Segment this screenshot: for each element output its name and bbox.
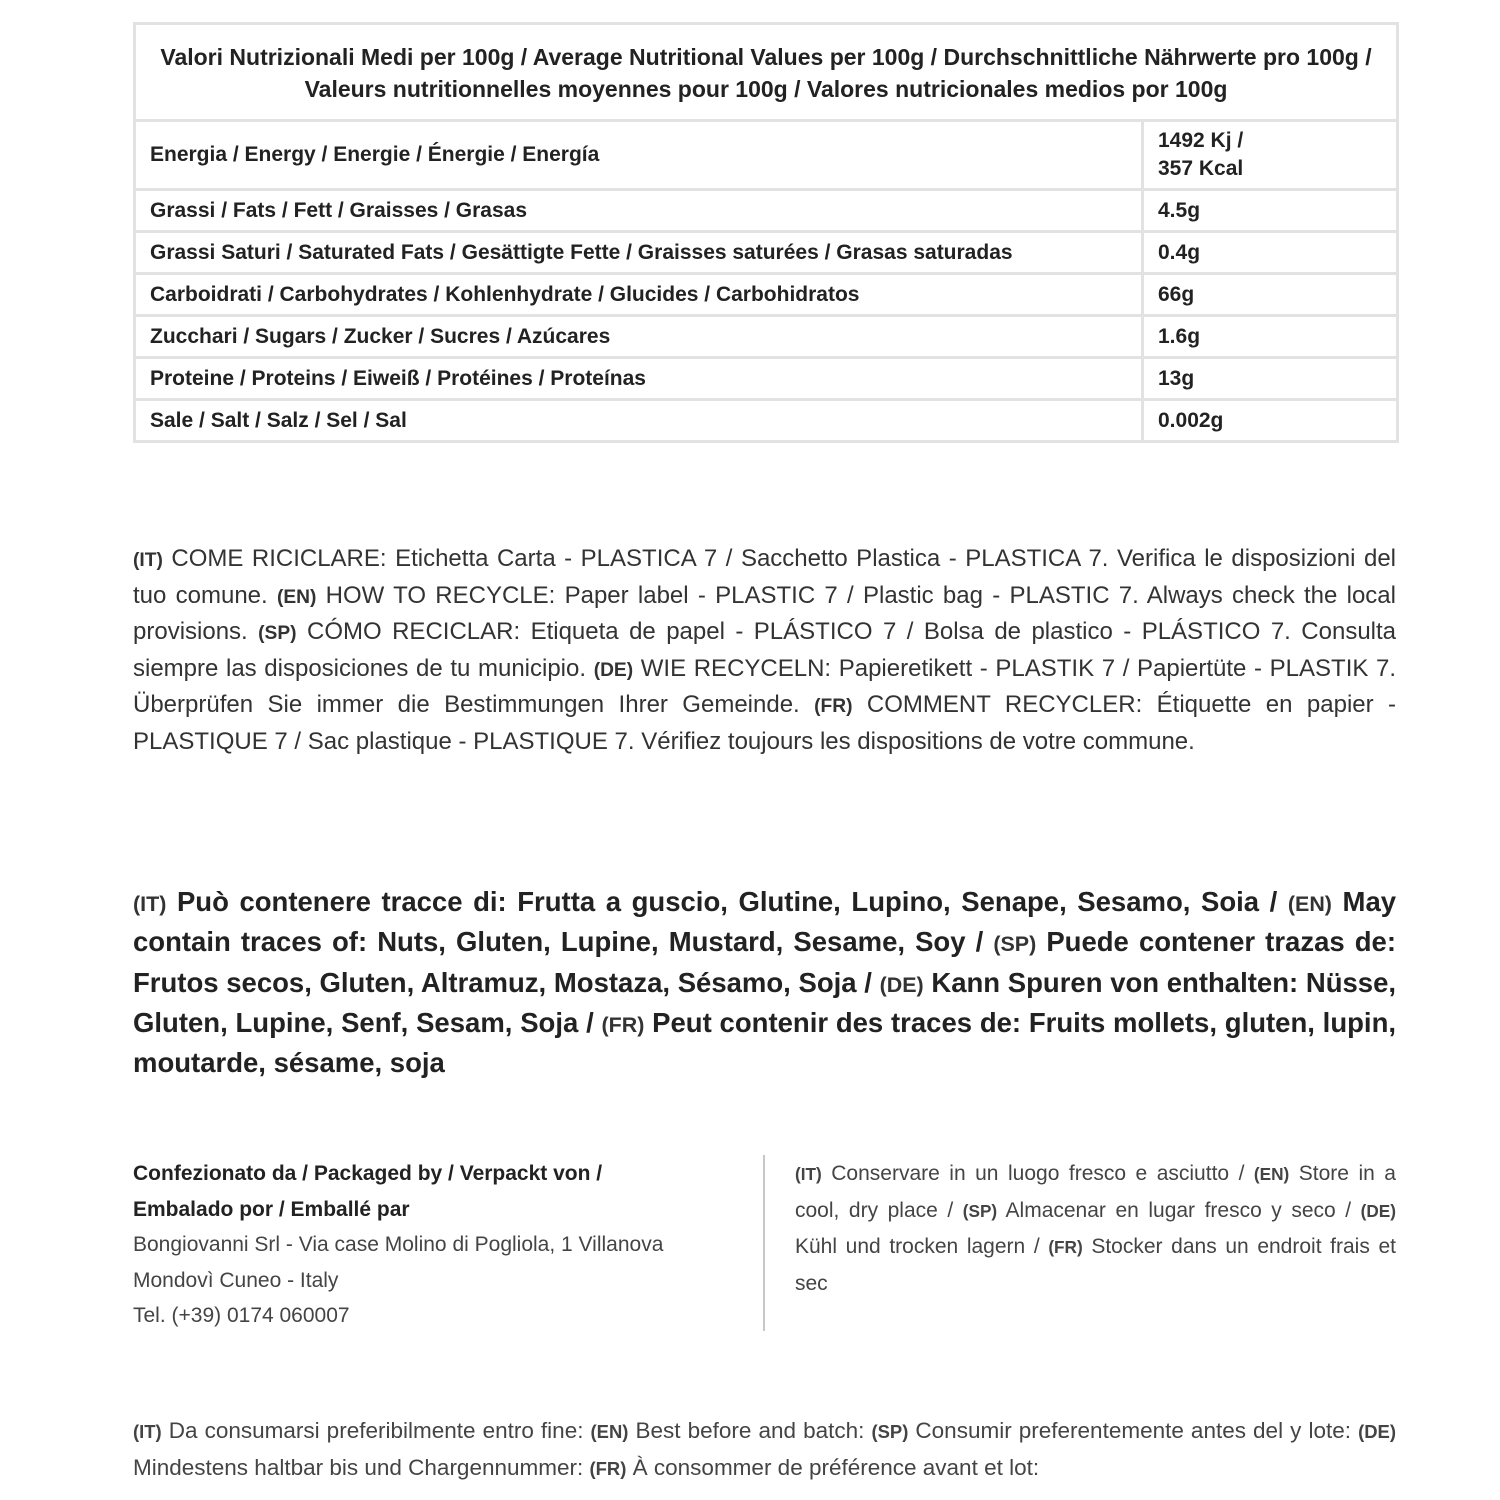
nutrition-row bbox=[135, 400, 1398, 442]
lang-tag: (DE) bbox=[1360, 1200, 1396, 1221]
storage-text: Stocker dans un endroit frais et sec bbox=[795, 1235, 1396, 1295]
lang-tag: (IT) bbox=[795, 1164, 822, 1184]
allergen-text: Può contenere tracce di: Frutta a guscio, Glutine, Lupino, Senape, Sesamo, Soia / bbox=[176, 886, 1278, 917]
recycling-instructions bbox=[133, 542, 1396, 759]
allergen-text: Kann Spuren von enthalten: Nüsse, Gluten, Lupine, Senf, Sesam, Soja / bbox=[133, 966, 1397, 1038]
packager-heading-1: Confezionato da / Packaged by / Verpackt von / bbox=[133, 1162, 603, 1185]
allergen-text: Puede contener trazas de: Frutos secos, Gluten, Altramuz, Mostaza, Sésamo, Soja / bbox=[133, 926, 1397, 998]
nutrient-label: Zucchari / Sugars / Zucker / Sucres / Azúcares bbox=[135, 316, 1143, 358]
nutrient-label: Carboidrati / Carbohydrates / Kohlenhydrate / Glucides / Carbohidratos bbox=[135, 274, 1143, 316]
recycle-text: WIE RECYCELN: Papieretikett - PLASTIK 7 / Papiertüte - PLASTIK 7. Überprüfen Sie immer die Bestimmungen Ihrer Gemeinde. bbox=[133, 654, 1397, 718]
lang-tag: (EN) bbox=[276, 586, 317, 608]
nutrition-header: Valori Nutrizionali Medi per 100g / Average Nutritional Values per 100g / Durchschnittliche Nährwerte pro 100g / Valeurs nutritionnelles moyennes pour 100g / Valores nutricionales medios por 100g bbox=[135, 24, 1398, 121]
lang-tag: (SP) bbox=[962, 1200, 998, 1221]
nutrition-row bbox=[135, 190, 1398, 232]
nutrition-row-energy bbox=[135, 121, 1398, 190]
lang-tag: (DE) bbox=[879, 972, 924, 997]
lang-tag: (SP) bbox=[993, 932, 1037, 957]
nutrient-value: 0.002g bbox=[1143, 400, 1398, 442]
allergen-text: Peut contenir des traces de: Fruits mollets, gluten, lupin, moutarde, sésame, soja bbox=[133, 1006, 1397, 1079]
recycle-text: HOW TO RECYCLE: Paper label - PLASTIC 7 / Plastic bag - PLASTIC 7. Always check the local provisions. bbox=[133, 581, 1396, 645]
storage-text: Store in a cool, dry place / bbox=[795, 1162, 1396, 1222]
nutrient-label: Grassi / Fats / Fett / Graisses / Grasas bbox=[135, 190, 1143, 232]
nutrient-label: Sale / Salt / Salz / Sel / Sal bbox=[135, 400, 1143, 442]
best-before-text: Consumir preferentemente antes del y lote: bbox=[915, 1418, 1351, 1443]
nutrient-label: Proteine / Proteins / Eiweiß / Protéines / Proteínas bbox=[135, 358, 1143, 400]
lang-tag: (FR) bbox=[601, 1012, 645, 1037]
recycle-text: CÓMO RECICLAR: Etiqueta de papel - PLÁSTICO 7 / Bolsa de plastico - PLÁSTICO 7. Consulta siempre las disposiciones de tu municipio. bbox=[133, 618, 1397, 682]
lang-tag: (FR) bbox=[814, 696, 853, 717]
best-before-text: À consommer de préférence avant et lot: bbox=[632, 1455, 1040, 1480]
nutrient-value: 1.6g bbox=[1143, 316, 1398, 358]
lang-tag: (IT) bbox=[133, 550, 163, 571]
lang-tag: (SP) bbox=[258, 623, 297, 644]
lang-tag: (DE) bbox=[1358, 1421, 1396, 1442]
nutrient-value: 66g bbox=[1143, 274, 1398, 316]
packager-heading-2: Embalado por / Emballé par bbox=[133, 1197, 410, 1221]
lang-tag: (FR) bbox=[589, 1458, 627, 1479]
nutrition-row bbox=[135, 316, 1398, 358]
nutrient-value bbox=[1143, 121, 1398, 190]
lang-tag: (IT) bbox=[133, 1421, 162, 1442]
lang-tag: (EN) bbox=[590, 1421, 629, 1442]
allergen-text: May contain traces of: Nuts, Gluten, Lupine, Mustard, Sesame, Soy / bbox=[133, 886, 1397, 958]
packager-address-2: Mondovì Cuneo - Italy bbox=[133, 1268, 339, 1292]
storage-instructions bbox=[795, 1156, 1396, 1301]
nutrient-value: 4.5g bbox=[1143, 190, 1398, 232]
packager-phone: Tel. (+39) 0174 060007 bbox=[133, 1304, 350, 1327]
energy-kcal: 357 Kcal bbox=[1158, 157, 1244, 180]
nutrition-row bbox=[135, 232, 1398, 274]
nutrition-table bbox=[133, 22, 1399, 443]
nutrition-row bbox=[135, 274, 1398, 316]
nutrient-value: 0.4g bbox=[1143, 232, 1398, 274]
storage-text: Conservare in un luogo fresco e asciutto / bbox=[831, 1162, 1245, 1185]
label-page bbox=[133, 22, 1397, 1480]
lang-tag: (EN) bbox=[1253, 1164, 1290, 1184]
allergen-warning bbox=[133, 883, 1396, 1082]
storage-text: Almacenar en lugar fresco y seco / bbox=[1005, 1198, 1352, 1222]
column-divider bbox=[763, 1155, 765, 1331]
recycle-text: COME RICICLARE: Etichetta Carta - PLASTICA 7 / Sacchetto Plastica - PLASTICA 7. Verifica le disposizioni del tuo comune. bbox=[133, 545, 1396, 609]
nutrition-row bbox=[135, 358, 1398, 400]
nutrient-label: Energia / Energy / Energie / Énergie / Energía bbox=[135, 121, 1143, 190]
lang-tag: (SP) bbox=[871, 1421, 909, 1442]
best-before-text: Da consumarsi preferibilmente entro fine: bbox=[168, 1418, 584, 1443]
best-before-text: Best before and batch: bbox=[635, 1418, 865, 1443]
lang-tag: (DE) bbox=[593, 659, 634, 681]
packager-address-1: Bongiovanni Srl - Via case Molino di Pogliola, 1 Villanova bbox=[133, 1233, 664, 1256]
lang-tag: (EN) bbox=[1287, 892, 1332, 916]
lang-tag: (IT) bbox=[133, 892, 167, 916]
recycle-text: COMMENT RECYCLER: Étiquette en papier - PLASTIQUE 7 / Sac plastique - PLASTIQUE 7. Vérifiez toujours les dispositions de votre commune. bbox=[133, 691, 1397, 755]
nutrient-label: Grassi Saturi / Saturated Fats / Gesättigte Fette / Graisses saturées / Grasas saturadas bbox=[135, 232, 1143, 274]
energy-kj: 1492 Kj / bbox=[1158, 129, 1244, 152]
lang-tag: (FR) bbox=[1048, 1237, 1083, 1257]
best-before-text: Mindestens haltbar bis und Chargennummer: bbox=[133, 1455, 584, 1480]
packager-info bbox=[133, 1156, 733, 1334]
best-before-info bbox=[133, 1413, 1396, 1487]
storage-text: Kühl und trocken lagern / bbox=[795, 1235, 1040, 1258]
nutrient-value: 13g bbox=[1143, 358, 1398, 400]
